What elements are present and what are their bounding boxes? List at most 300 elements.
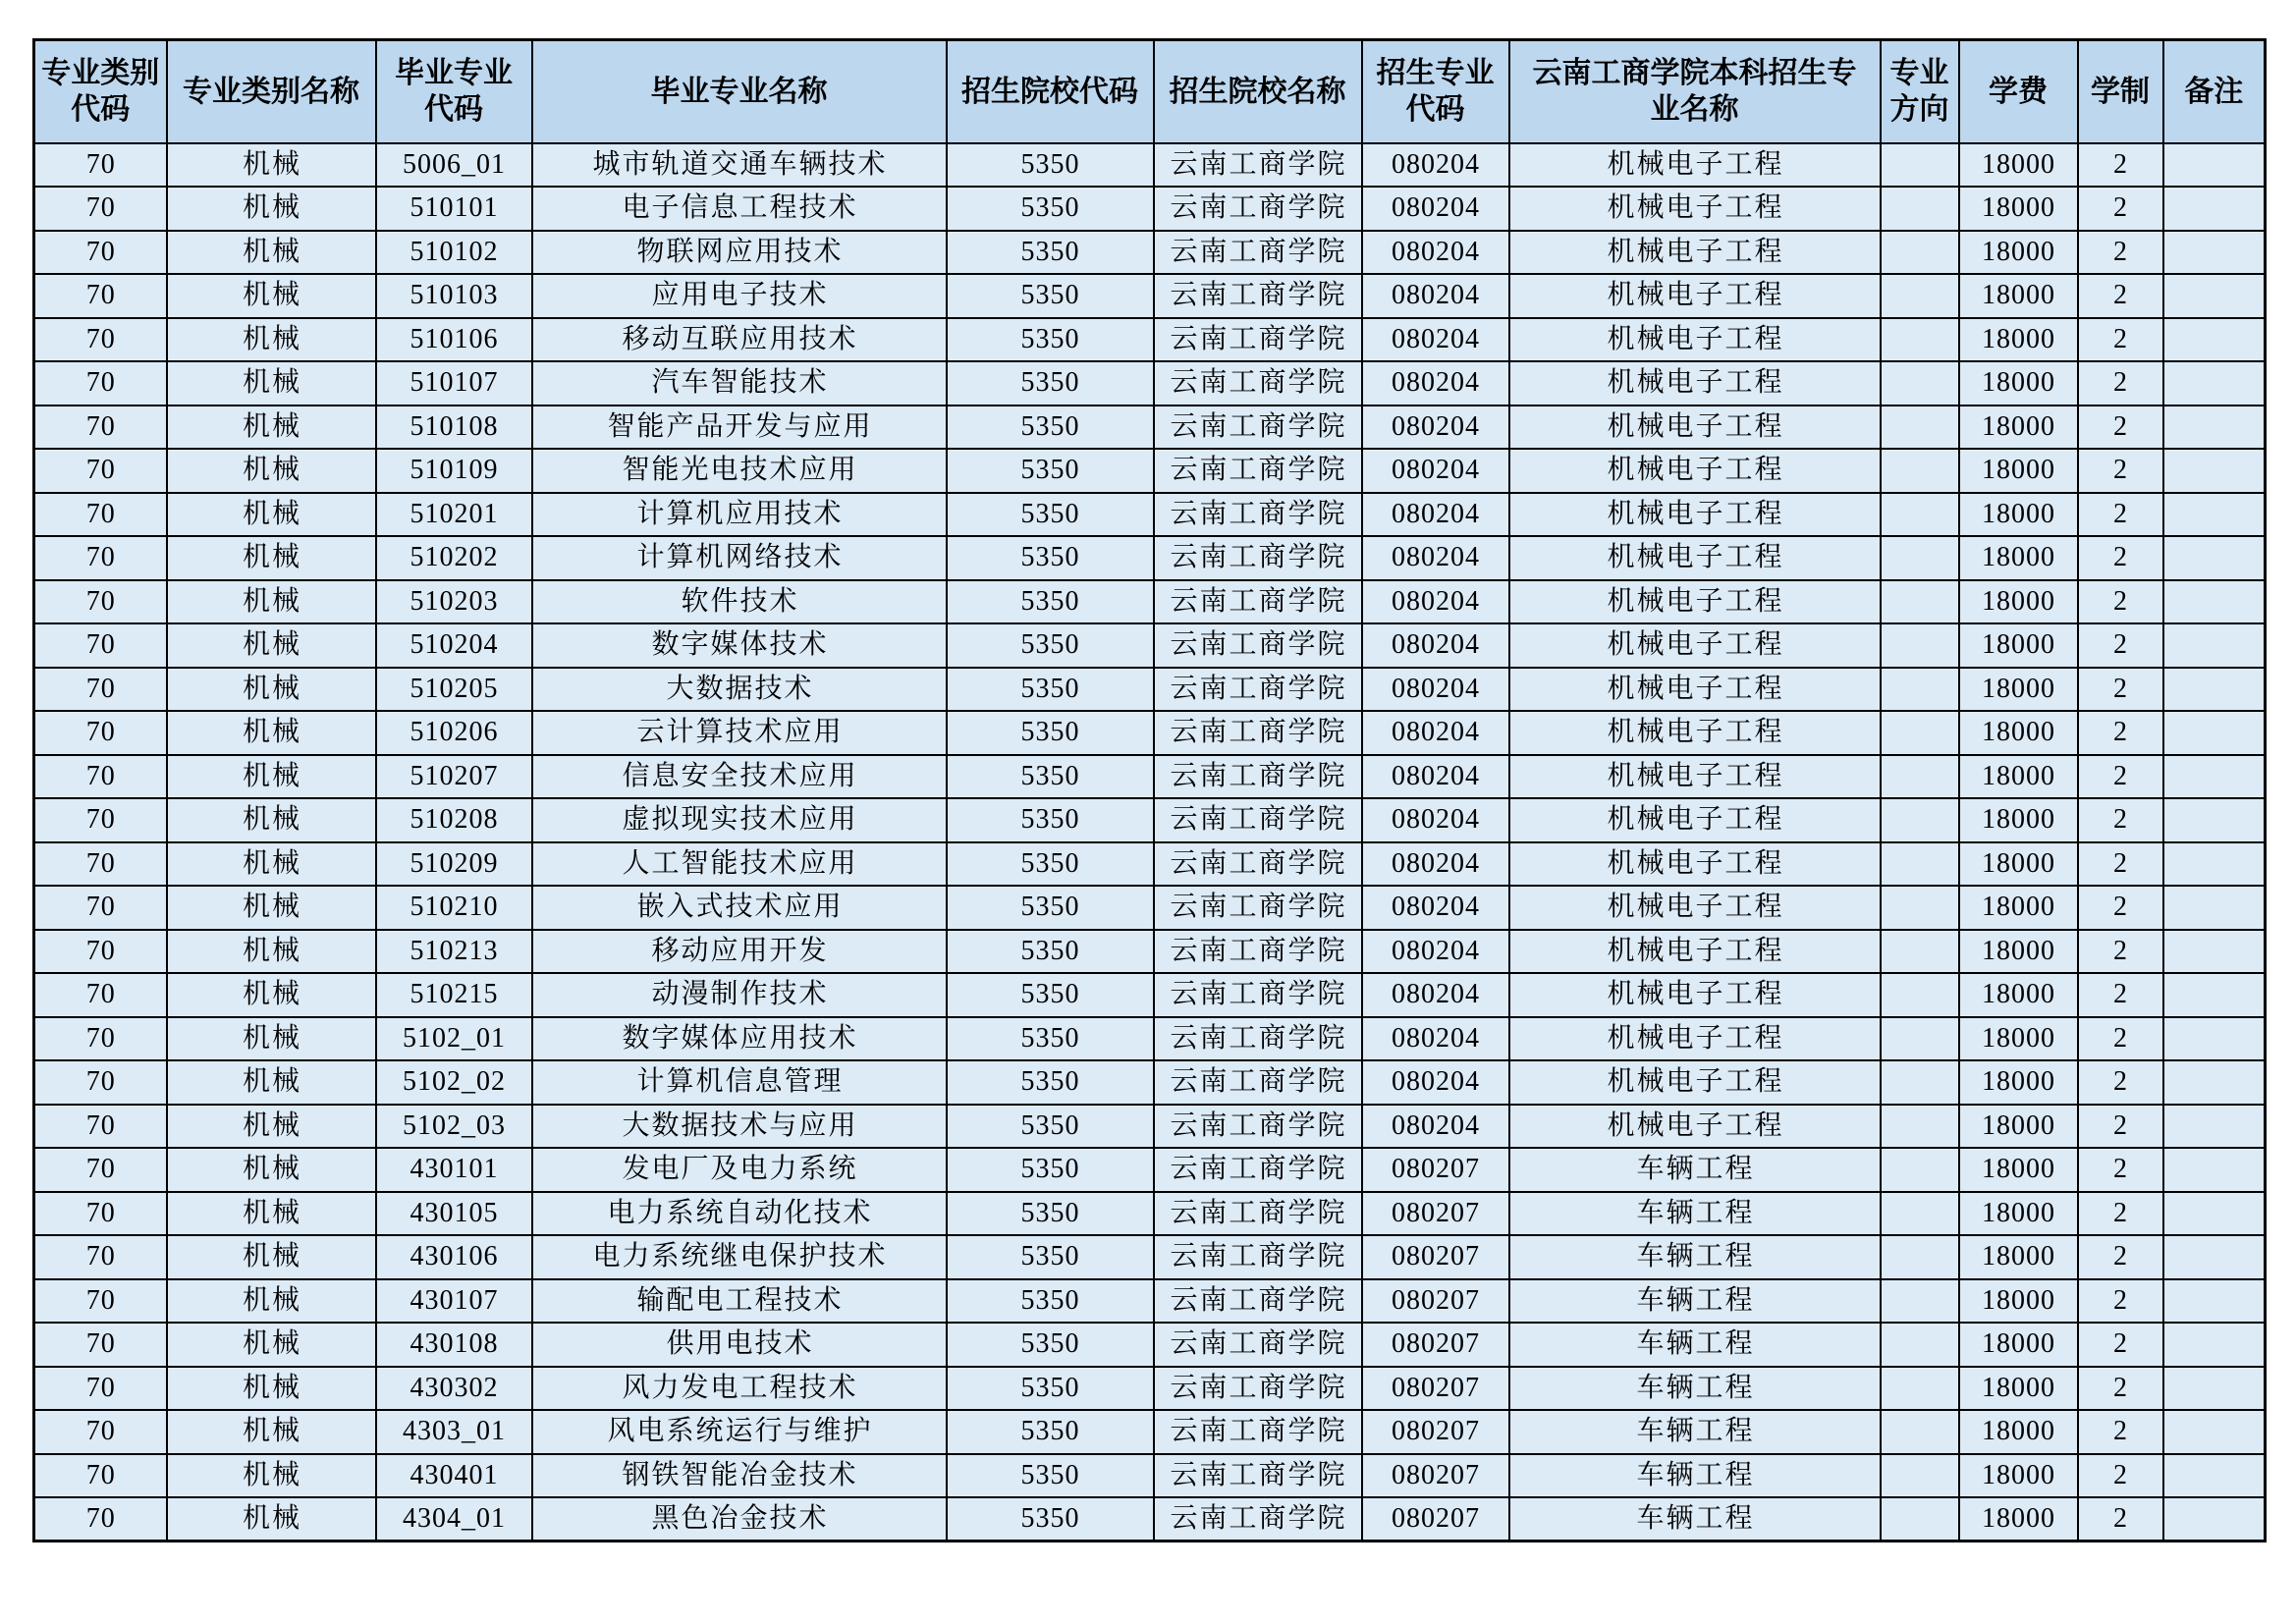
- cell-school-code: 5350: [947, 842, 1154, 887]
- cell-category-name: 机械: [167, 755, 376, 799]
- cell-category-code: 70: [34, 711, 167, 755]
- cell-tuition: 18000: [1959, 1323, 2078, 1367]
- cell-category-code: 70: [34, 1060, 167, 1105]
- cell-duration: 2: [2078, 406, 2163, 450]
- cell-category-name: 机械: [167, 1148, 376, 1192]
- cell-grad-major-name: 钢铁智能冶金技术: [532, 1454, 947, 1498]
- cell-school-name: 云南工商学院: [1154, 930, 1362, 974]
- cell-enroll-major-code: 080204: [1362, 1060, 1509, 1105]
- cell-category-code: 70: [34, 1497, 167, 1542]
- cell-enroll-major-code: 080204: [1362, 406, 1509, 450]
- cell-school-name: 云南工商学院: [1154, 798, 1362, 842]
- header-enroll-major-name: [1509, 40, 1881, 143]
- cell-duration: 2: [2078, 449, 2163, 493]
- cell-remarks: [2163, 842, 2266, 887]
- cell-enroll-major-code: 080204: [1362, 623, 1509, 668]
- cell-grad-major-name: 移动应用开发: [532, 930, 947, 974]
- cell-enroll-major-name: 机械电子工程: [1509, 668, 1881, 712]
- cell-grad-major-code: 430101: [376, 1148, 532, 1192]
- cell-duration: 2: [2078, 798, 2163, 842]
- table-row: [34, 755, 2266, 799]
- cell-remarks: [2163, 1060, 2266, 1105]
- table-row: [34, 361, 2266, 406]
- table-body: [34, 143, 2266, 1542]
- cell-duration: 2: [2078, 536, 2163, 580]
- cell-major-direction: [1881, 668, 1959, 712]
- cell-duration: 2: [2078, 1148, 2163, 1192]
- cell-enroll-major-code: 080204: [1362, 842, 1509, 887]
- cell-category-name: 机械: [167, 973, 376, 1017]
- cell-duration: 2: [2078, 1497, 2163, 1542]
- cell-enroll-major-code: 080207: [1362, 1192, 1509, 1236]
- cell-school-name: 云南工商学院: [1154, 318, 1362, 362]
- table-row: [34, 143, 2266, 188]
- cell-remarks: [2163, 449, 2266, 493]
- cell-remarks: [2163, 1454, 2266, 1498]
- table-row: [34, 1279, 2266, 1324]
- cell-school-name: 云南工商学院: [1154, 1454, 1362, 1498]
- cell-category-code: 70: [34, 623, 167, 668]
- cell-grad-major-name: 大数据技术与应用: [532, 1105, 947, 1149]
- cell-tuition: 18000: [1959, 1497, 2078, 1542]
- cell-grad-major-code: 430106: [376, 1235, 532, 1279]
- cell-school-name: 云南工商学院: [1154, 1192, 1362, 1236]
- cell-grad-major-name: 计算机网络技术: [532, 536, 947, 580]
- cell-school-code: 5350: [947, 449, 1154, 493]
- cell-duration: 2: [2078, 886, 2163, 930]
- cell-category-code: 70: [34, 187, 167, 231]
- cell-duration: 2: [2078, 1410, 2163, 1454]
- cell-school-name: 云南工商学院: [1154, 274, 1362, 318]
- cell-grad-major-name: 黑色冶金技术: [532, 1497, 947, 1542]
- header-duration: [2078, 40, 2163, 143]
- cell-major-direction: [1881, 930, 1959, 974]
- cell-school-name: 云南工商学院: [1154, 668, 1362, 712]
- cell-enroll-major-name: 机械电子工程: [1509, 187, 1881, 231]
- cell-school-code: 5350: [947, 711, 1154, 755]
- cell-remarks: [2163, 1017, 2266, 1061]
- cell-duration: 2: [2078, 1367, 2163, 1411]
- cell-grad-major-code: 510201: [376, 493, 532, 537]
- header-grad-major-name-label: 毕业专业名称: [650, 74, 828, 109]
- cell-enroll-major-code: 080204: [1362, 668, 1509, 712]
- cell-grad-major-code: 5102_01: [376, 1017, 532, 1061]
- cell-duration: 2: [2078, 361, 2163, 406]
- table-row: [34, 842, 2266, 887]
- cell-tuition: 18000: [1959, 930, 2078, 974]
- cell-remarks: [2163, 580, 2266, 624]
- cell-major-direction: [1881, 318, 1959, 362]
- cell-enroll-major-name: 机械电子工程: [1509, 755, 1881, 799]
- cell-category-code: 70: [34, 842, 167, 887]
- table-row: [34, 318, 2266, 362]
- cell-major-direction: [1881, 536, 1959, 580]
- header-grad-major-name: [532, 40, 947, 143]
- cell-school-code: 5350: [947, 886, 1154, 930]
- cell-remarks: [2163, 1497, 2266, 1542]
- header-duration-label: 学制: [2091, 74, 2150, 109]
- cell-school-code: 5350: [947, 1235, 1154, 1279]
- cell-tuition: 18000: [1959, 1410, 2078, 1454]
- cell-duration: 2: [2078, 1017, 2163, 1061]
- cell-grad-major-name: 智能产品开发与应用: [532, 406, 947, 450]
- cell-school-code: 5350: [947, 623, 1154, 668]
- cell-enroll-major-code: 080207: [1362, 1454, 1509, 1498]
- cell-enroll-major-code: 080204: [1362, 449, 1509, 493]
- cell-category-code: 70: [34, 1105, 167, 1149]
- cell-remarks: [2163, 1367, 2266, 1411]
- cell-enroll-major-code: 080207: [1362, 1367, 1509, 1411]
- table-row: [34, 1017, 2266, 1061]
- cell-remarks: [2163, 231, 2266, 275]
- cell-major-direction: [1881, 842, 1959, 887]
- cell-enroll-major-code: 080204: [1362, 493, 1509, 537]
- cell-enroll-major-name: 车辆工程: [1509, 1235, 1881, 1279]
- cell-enroll-major-name: 机械电子工程: [1509, 930, 1881, 974]
- cell-tuition: 18000: [1959, 1235, 2078, 1279]
- cell-duration: 2: [2078, 1060, 2163, 1105]
- cell-grad-major-code: 430401: [376, 1454, 532, 1498]
- cell-enroll-major-code: 080207: [1362, 1279, 1509, 1324]
- cell-grad-major-code: 5102_03: [376, 1105, 532, 1149]
- cell-enroll-major-code: 080207: [1362, 1410, 1509, 1454]
- cell-enroll-major-code: 080207: [1362, 1235, 1509, 1279]
- cell-school-name: 云南工商学院: [1154, 536, 1362, 580]
- header-category-code-label: 专业类别代码: [41, 55, 160, 128]
- cell-school-name: 云南工商学院: [1154, 143, 1362, 188]
- cell-major-direction: [1881, 449, 1959, 493]
- cell-school-code: 5350: [947, 1105, 1154, 1149]
- cell-tuition: 18000: [1959, 886, 2078, 930]
- cell-category-name: 机械: [167, 1367, 376, 1411]
- table-row: [34, 1148, 2266, 1192]
- cell-category-name: 机械: [167, 580, 376, 624]
- cell-school-code: 5350: [947, 1192, 1154, 1236]
- cell-category-name: 机械: [167, 1410, 376, 1454]
- cell-enroll-major-name: 机械电子工程: [1509, 231, 1881, 275]
- table-row: [34, 1192, 2266, 1236]
- cell-category-code: 70: [34, 1410, 167, 1454]
- cell-enroll-major-name: 车辆工程: [1509, 1367, 1881, 1411]
- cell-tuition: 18000: [1959, 318, 2078, 362]
- cell-school-name: 云南工商学院: [1154, 580, 1362, 624]
- cell-remarks: [2163, 493, 2266, 537]
- cell-grad-major-name: 风电系统运行与维护: [532, 1410, 947, 1454]
- table-row: [34, 274, 2266, 318]
- cell-grad-major-code: 4304_01: [376, 1497, 532, 1542]
- cell-enroll-major-code: 080204: [1362, 187, 1509, 231]
- cell-grad-major-code: 510102: [376, 231, 532, 275]
- cell-school-code: 5350: [947, 668, 1154, 712]
- cell-school-code: 5350: [947, 1148, 1154, 1192]
- header-school-name: [1154, 40, 1362, 143]
- cell-enroll-major-name: 机械电子工程: [1509, 580, 1881, 624]
- cell-category-code: 70: [34, 361, 167, 406]
- cell-school-name: 云南工商学院: [1154, 711, 1362, 755]
- cell-major-direction: [1881, 711, 1959, 755]
- cell-grad-major-code: 510215: [376, 973, 532, 1017]
- cell-enroll-major-code: 080204: [1362, 318, 1509, 362]
- cell-school-name: 云南工商学院: [1154, 755, 1362, 799]
- cell-category-name: 机械: [167, 1192, 376, 1236]
- cell-enroll-major-name: 机械电子工程: [1509, 623, 1881, 668]
- cell-tuition: 18000: [1959, 449, 2078, 493]
- cell-grad-major-name: 供用电技术: [532, 1323, 947, 1367]
- cell-category-name: 机械: [167, 1235, 376, 1279]
- cell-duration: 2: [2078, 1192, 2163, 1236]
- cell-category-code: 70: [34, 449, 167, 493]
- cell-enroll-major-name: 机械电子工程: [1509, 886, 1881, 930]
- cell-tuition: 18000: [1959, 1017, 2078, 1061]
- cell-school-name: 云南工商学院: [1154, 1235, 1362, 1279]
- cell-category-code: 70: [34, 274, 167, 318]
- cell-school-name: 云南工商学院: [1154, 1017, 1362, 1061]
- cell-major-direction: [1881, 1279, 1959, 1324]
- table-row: [34, 580, 2266, 624]
- cell-school-code: 5350: [947, 1497, 1154, 1542]
- cell-grad-major-code: 510202: [376, 536, 532, 580]
- cell-enroll-major-code: 080204: [1362, 361, 1509, 406]
- cell-grad-major-name: 移动互联应用技术: [532, 318, 947, 362]
- cell-remarks: [2163, 187, 2266, 231]
- cell-school-name: 云南工商学院: [1154, 973, 1362, 1017]
- cell-remarks: [2163, 668, 2266, 712]
- cell-major-direction: [1881, 1060, 1959, 1105]
- cell-category-code: 70: [34, 755, 167, 799]
- cell-remarks: [2163, 143, 2266, 188]
- table-row: [34, 449, 2266, 493]
- table-row: [34, 1323, 2266, 1367]
- cell-major-direction: [1881, 1192, 1959, 1236]
- cell-category-code: 70: [34, 580, 167, 624]
- cell-major-direction: [1881, 1367, 1959, 1411]
- cell-enroll-major-code: 080204: [1362, 143, 1509, 188]
- cell-remarks: [2163, 1192, 2266, 1236]
- cell-category-name: 机械: [167, 711, 376, 755]
- cell-enroll-major-name: 机械电子工程: [1509, 318, 1881, 362]
- cell-grad-major-code: 510106: [376, 318, 532, 362]
- cell-school-code: 5350: [947, 406, 1154, 450]
- cell-major-direction: [1881, 1148, 1959, 1192]
- cell-school-code: 5350: [947, 143, 1154, 188]
- cell-enroll-major-code: 080207: [1362, 1148, 1509, 1192]
- cell-tuition: 18000: [1959, 1367, 2078, 1411]
- cell-grad-major-code: 510207: [376, 755, 532, 799]
- cell-remarks: [2163, 318, 2266, 362]
- header-category-code: [34, 40, 167, 143]
- cell-category-name: 机械: [167, 318, 376, 362]
- header-enroll-major-code: [1362, 40, 1509, 143]
- cell-grad-major-code: 510205: [376, 668, 532, 712]
- cell-school-name: 云南工商学院: [1154, 406, 1362, 450]
- table-row: [34, 231, 2266, 275]
- cell-duration: 2: [2078, 930, 2163, 974]
- cell-school-code: 5350: [947, 318, 1154, 362]
- table-row: [34, 406, 2266, 450]
- cell-duration: 2: [2078, 1279, 2163, 1324]
- table-row: [34, 711, 2266, 755]
- cell-category-code: 70: [34, 668, 167, 712]
- cell-enroll-major-name: 机械电子工程: [1509, 493, 1881, 537]
- cell-grad-major-name: 电子信息工程技术: [532, 187, 947, 231]
- cell-school-name: 云南工商学院: [1154, 1323, 1362, 1367]
- header-major-direction-label: 专业方向: [1889, 55, 1949, 128]
- cell-school-code: 5350: [947, 1454, 1154, 1498]
- cell-grad-major-code: 510208: [376, 798, 532, 842]
- cell-school-name: 云南工商学院: [1154, 1060, 1362, 1105]
- cell-enroll-major-code: 080204: [1362, 580, 1509, 624]
- cell-school-code: 5350: [947, 493, 1154, 537]
- cell-grad-major-name: 动漫制作技术: [532, 973, 947, 1017]
- cell-major-direction: [1881, 886, 1959, 930]
- cell-grad-major-name: 虚拟现实技术应用: [532, 798, 947, 842]
- cell-grad-major-name: 数字媒体应用技术: [532, 1017, 947, 1061]
- cell-enroll-major-name: 车辆工程: [1509, 1497, 1881, 1542]
- cell-tuition: 18000: [1959, 842, 2078, 887]
- cell-tuition: 18000: [1959, 1105, 2078, 1149]
- header-remarks-label: 备注: [2184, 74, 2244, 109]
- table-row: [34, 493, 2266, 537]
- cell-major-direction: [1881, 406, 1959, 450]
- cell-major-direction: [1881, 1454, 1959, 1498]
- cell-school-code: 5350: [947, 580, 1154, 624]
- cell-grad-major-name: 嵌入式技术应用: [532, 886, 947, 930]
- cell-enroll-major-name: 车辆工程: [1509, 1148, 1881, 1192]
- cell-school-code: 5350: [947, 536, 1154, 580]
- cell-duration: 2: [2078, 318, 2163, 362]
- cell-tuition: 18000: [1959, 973, 2078, 1017]
- cell-major-direction: [1881, 798, 1959, 842]
- cell-school-name: 云南工商学院: [1154, 886, 1362, 930]
- cell-category-name: 机械: [167, 1323, 376, 1367]
- cell-school-code: 5350: [947, 973, 1154, 1017]
- cell-enroll-major-name: 车辆工程: [1509, 1192, 1881, 1236]
- cell-tuition: 18000: [1959, 187, 2078, 231]
- cell-school-name: 云南工商学院: [1154, 493, 1362, 537]
- cell-tuition: 18000: [1959, 361, 2078, 406]
- cell-enroll-major-code: 080204: [1362, 231, 1509, 275]
- cell-tuition: 18000: [1959, 1148, 2078, 1192]
- cell-school-name: 云南工商学院: [1154, 449, 1362, 493]
- cell-category-name: 机械: [167, 274, 376, 318]
- cell-category-name: 机械: [167, 930, 376, 974]
- cell-grad-major-code: 510210: [376, 886, 532, 930]
- cell-category-code: 70: [34, 1017, 167, 1061]
- cell-enroll-major-name: 机械电子工程: [1509, 1105, 1881, 1149]
- cell-enroll-major-name: 机械电子工程: [1509, 536, 1881, 580]
- cell-grad-major-code: 510109: [376, 449, 532, 493]
- cell-grad-major-name: 输配电工程技术: [532, 1279, 947, 1324]
- cell-school-code: 5350: [947, 361, 1154, 406]
- cell-remarks: [2163, 930, 2266, 974]
- cell-category-name: 机械: [167, 536, 376, 580]
- cell-enroll-major-name: 机械电子工程: [1509, 1060, 1881, 1105]
- cell-duration: 2: [2078, 187, 2163, 231]
- cell-grad-major-code: 510206: [376, 711, 532, 755]
- header-major-direction: [1881, 40, 1959, 143]
- cell-enroll-major-code: 080204: [1362, 973, 1509, 1017]
- cell-category-name: 机械: [167, 493, 376, 537]
- cell-enroll-major-code: 080204: [1362, 1017, 1509, 1061]
- cell-enroll-major-code: 080207: [1362, 1323, 1509, 1367]
- cell-grad-major-code: 510204: [376, 623, 532, 668]
- cell-grad-major-name: 信息安全技术应用: [532, 755, 947, 799]
- header-category-name: [167, 40, 376, 143]
- cell-grad-major-name: 计算机应用技术: [532, 493, 947, 537]
- cell-grad-major-code: 510209: [376, 842, 532, 887]
- cell-grad-major-code: 5102_02: [376, 1060, 532, 1105]
- table-row: [34, 930, 2266, 974]
- cell-major-direction: [1881, 231, 1959, 275]
- cell-category-name: 机械: [167, 1060, 376, 1105]
- cell-category-name: 机械: [167, 406, 376, 450]
- cell-remarks: [2163, 1148, 2266, 1192]
- cell-major-direction: [1881, 1235, 1959, 1279]
- enrollment-table: [32, 38, 2267, 1542]
- cell-category-code: 70: [34, 1323, 167, 1367]
- cell-duration: 2: [2078, 1454, 2163, 1498]
- cell-major-direction: [1881, 143, 1959, 188]
- cell-school-code: 5350: [947, 187, 1154, 231]
- cell-school-name: 云南工商学院: [1154, 1497, 1362, 1542]
- table-row: [34, 1235, 2266, 1279]
- cell-grad-major-code: 430107: [376, 1279, 532, 1324]
- header-tuition-label: 学费: [1989, 74, 2048, 109]
- cell-enroll-major-name: 车辆工程: [1509, 1454, 1881, 1498]
- cell-school-name: 云南工商学院: [1154, 187, 1362, 231]
- cell-category-code: 70: [34, 1367, 167, 1411]
- cell-school-name: 云南工商学院: [1154, 1148, 1362, 1192]
- table-row: [34, 1367, 2266, 1411]
- cell-school-code: 5350: [947, 1060, 1154, 1105]
- cell-remarks: [2163, 536, 2266, 580]
- cell-enroll-major-code: 080207: [1362, 1497, 1509, 1542]
- cell-enroll-major-name: 机械电子工程: [1509, 798, 1881, 842]
- cell-tuition: 18000: [1959, 231, 2078, 275]
- cell-duration: 2: [2078, 1323, 2163, 1367]
- cell-remarks: [2163, 1323, 2266, 1367]
- cell-remarks: [2163, 755, 2266, 799]
- table-row: [34, 1454, 2266, 1498]
- cell-category-code: 70: [34, 973, 167, 1017]
- cell-enroll-major-name: 机械电子工程: [1509, 406, 1881, 450]
- cell-school-name: 云南工商学院: [1154, 231, 1362, 275]
- cell-category-code: 70: [34, 930, 167, 974]
- cell-major-direction: [1881, 623, 1959, 668]
- cell-remarks: [2163, 798, 2266, 842]
- cell-category-name: 机械: [167, 886, 376, 930]
- cell-enroll-major-code: 080204: [1362, 711, 1509, 755]
- cell-grad-major-code: 5006_01: [376, 143, 532, 188]
- cell-category-name: 机械: [167, 143, 376, 188]
- header-remarks: [2163, 40, 2266, 143]
- header-school-code-label: 招生院校代码: [961, 74, 1138, 109]
- cell-grad-major-name: 电力系统自动化技术: [532, 1192, 947, 1236]
- header-row: [34, 40, 2266, 143]
- header-enroll-major-code-label: 招生专业代码: [1376, 55, 1495, 128]
- cell-category-name: 机械: [167, 1454, 376, 1498]
- cell-category-name: 机械: [167, 1279, 376, 1324]
- cell-remarks: [2163, 886, 2266, 930]
- cell-grad-major-code: 510108: [376, 406, 532, 450]
- cell-school-name: 云南工商学院: [1154, 1105, 1362, 1149]
- cell-grad-major-name: 数字媒体技术: [532, 623, 947, 668]
- cell-school-name: 云南工商学院: [1154, 1279, 1362, 1324]
- cell-tuition: 18000: [1959, 711, 2078, 755]
- header-school-code: [947, 40, 1154, 143]
- cell-school-code: 5350: [947, 930, 1154, 974]
- cell-tuition: 18000: [1959, 798, 2078, 842]
